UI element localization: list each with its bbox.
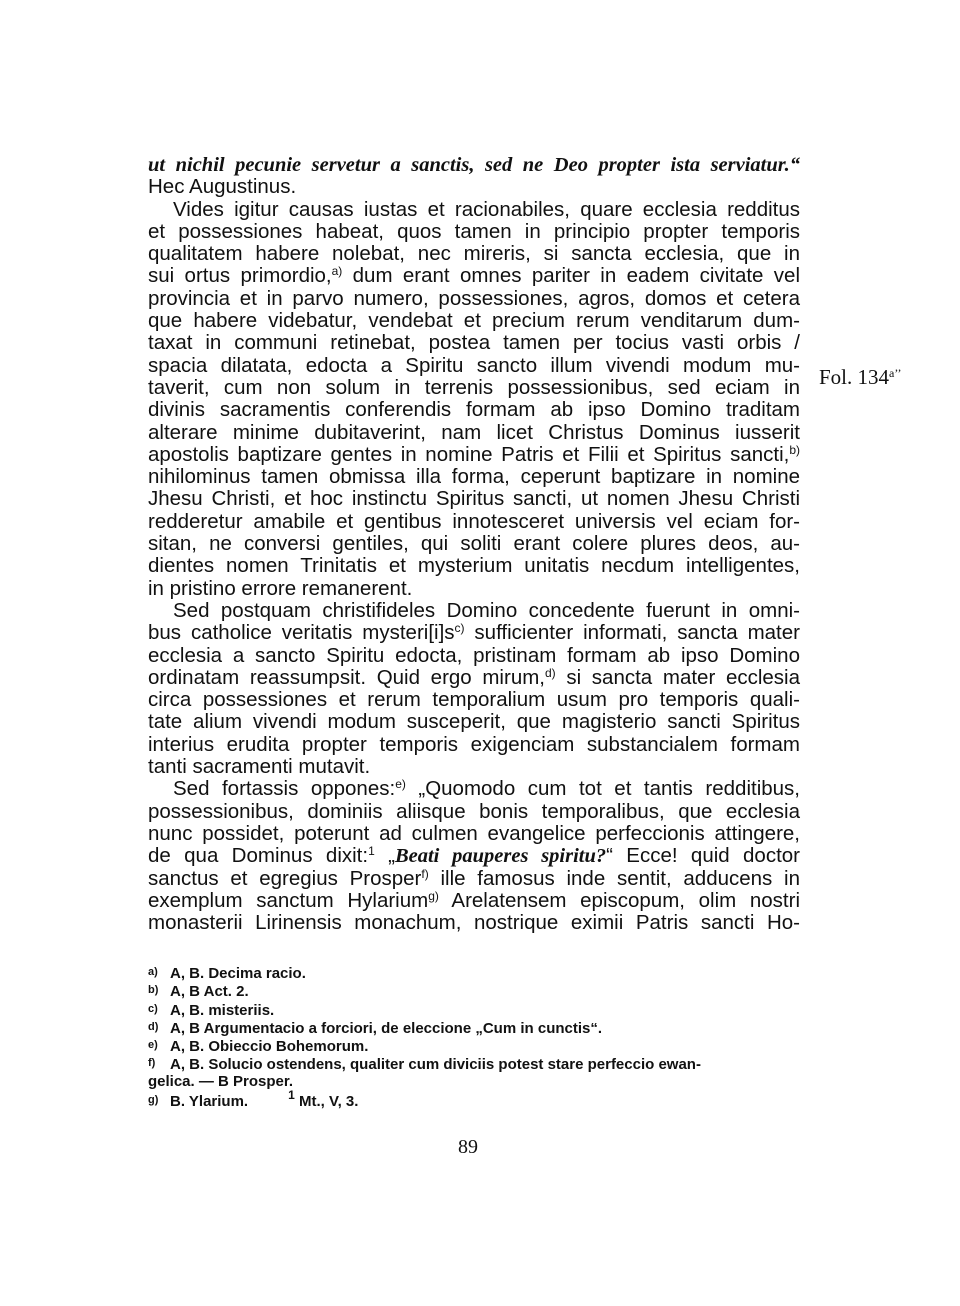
footnote-text: A, B. Decima racio. bbox=[170, 965, 306, 982]
footnote-ref: c) bbox=[454, 621, 465, 636]
text-line: Hec Augustinus. bbox=[148, 175, 297, 199]
footnote bbox=[148, 1054, 800, 1072]
text-line bbox=[148, 622, 800, 644]
footnote-mark: c) bbox=[148, 1002, 158, 1015]
text-line: nunc possidet, poterunt ad culmen evangelice perfeccionis attingere, bbox=[148, 821, 800, 845]
footnote-mark: g) bbox=[148, 1094, 159, 1107]
folio-mark: a’’ bbox=[889, 366, 902, 380]
text-line bbox=[148, 667, 800, 689]
footnote-mark: f) bbox=[148, 1057, 156, 1070]
text-span: sufficienter informati, sancta mater bbox=[464, 621, 800, 645]
text-line: que habere videbatur, vendebat et precium rerum venditarum dum- bbox=[148, 309, 800, 333]
text-line: alterare minime dubitaverint, nam licet Christus Dominus iusserit bbox=[148, 420, 800, 444]
footnote-text: B. Ylarium. bbox=[170, 1093, 249, 1111]
text-line: tate alium vivendi modum susceperit, que magisterio sancti Spiritus bbox=[148, 710, 800, 734]
text-line: interius erudita propter temporis exigenciam substancialem formam bbox=[148, 732, 800, 756]
footnote-mark: b) bbox=[148, 984, 159, 997]
text-span: apostolis baptizare gentes in nomine Patris et Filii et Spiritus sancti, bbox=[148, 442, 790, 466]
text-line: dientes nomen Trinitatis et mysterium unitatis necdum intelligentes, bbox=[148, 554, 800, 578]
footnotes bbox=[148, 963, 800, 1109]
text-line bbox=[148, 868, 800, 890]
footnote bbox=[148, 981, 800, 999]
footnote-text: Mt., V, 3. bbox=[298, 1093, 359, 1111]
text-line bbox=[148, 845, 800, 867]
text-line: Jhesu Christi, et hoc instinctu Spiritus sancti, ut nomen Jhesu Christi bbox=[148, 487, 800, 511]
footnote-text: A, B Act. 2. bbox=[170, 983, 249, 1001]
text-line: Vides igitur causas iustas et racionabiles, quare ecclesia redditus bbox=[173, 197, 800, 221]
footnote bbox=[148, 963, 800, 981]
footnote-text: A, B. misteriis. bbox=[170, 1001, 275, 1019]
footnote-ref: g) bbox=[428, 888, 439, 903]
footnote-continuation bbox=[148, 1073, 800, 1091]
text-span: exemplum sanctum Hylarium bbox=[148, 888, 429, 912]
text-line bbox=[148, 778, 800, 800]
text-span: „Quomodo cum tot et tantis redditibus, bbox=[405, 777, 800, 801]
text-line: possessionibus, dominiis aliisque bonis temporalibus, que ecclesia bbox=[148, 799, 800, 823]
text-span: dum erant omnes pariter in eadem civitate vel bbox=[342, 264, 800, 288]
text-span: ille famosus inde sentit, adducens in bbox=[428, 866, 800, 890]
text-span: „ bbox=[374, 844, 395, 868]
text-span: sanctus et egregius Prosper bbox=[148, 866, 422, 890]
text-span: Sed fortassis oppones: bbox=[173, 777, 396, 801]
text-line: taxat in communi retinebat, postea tamen per tocius vasti orbis / bbox=[148, 331, 800, 355]
footnote-mark: d) bbox=[148, 1020, 159, 1033]
text-span: bus catholice veritatis mysteri[i]s bbox=[148, 621, 455, 645]
footnote-text: gelica. — B Prosper. bbox=[148, 1072, 294, 1090]
text-span: ordinatam reassumpsit. Quid ergo mirum, bbox=[148, 665, 545, 689]
text-line: divinis sacramentis conferendis formam ab ipso Domino traditam bbox=[148, 398, 800, 422]
page-number: 89 bbox=[458, 1136, 478, 1158]
text-line: ut nichil pecunie servetur a sanctis, sed ne Deo propter ista serviatur.“ bbox=[148, 154, 800, 176]
text-span: de qua Dominus dixit: bbox=[148, 844, 369, 868]
text-line: Sed postquam christifideles Domino concedente fuerunt in omni- bbox=[173, 598, 800, 622]
text-span: Arelatensem episcopum, olim nostri bbox=[438, 888, 800, 912]
footnote-ref: b) bbox=[789, 442, 800, 457]
text-line: tanti sacramenti mutavit. bbox=[148, 755, 371, 779]
footnote-mark: a) bbox=[148, 966, 158, 978]
footnote-ref: d) bbox=[545, 665, 556, 680]
footnote-mark: e) bbox=[148, 1039, 158, 1052]
text-line: in pristino errore remanerent. bbox=[148, 576, 413, 600]
text-line: nihilominus tamen obmissa illa forma, ceperunt baptizare in nomine bbox=[148, 465, 800, 489]
footnote-ref: a) bbox=[331, 264, 343, 279]
footnote bbox=[148, 1036, 800, 1054]
text-line: circa possessiones et rerum temporalium usum pro temporis quali- bbox=[148, 688, 800, 712]
footnote-mark: 1 bbox=[288, 1088, 295, 1103]
text-line: et possessiones habeat, quos tamen in principio propter temporis bbox=[148, 219, 800, 243]
text-line: taverit, cum non solum in terrenis possessionibus, sed eciam in bbox=[148, 375, 800, 399]
main-text bbox=[148, 154, 800, 934]
footnote bbox=[148, 1088, 800, 1111]
footnote-text: A, B Argumentacio a forciori, de eleccione „Cum in cunctis“. bbox=[170, 1019, 603, 1037]
folio-margin-note bbox=[819, 366, 901, 388]
footnote bbox=[148, 1000, 800, 1018]
footnote-ref: 1 bbox=[368, 844, 375, 859]
text-line: sitan, ne conversi gentiles, qui soliti erant colere plures deos, au- bbox=[148, 532, 800, 556]
folio-label: Fol. 134 bbox=[819, 365, 890, 389]
text-line bbox=[148, 890, 800, 912]
text-line bbox=[148, 444, 800, 466]
footnote-ref: f) bbox=[421, 866, 429, 881]
text-span: si sancta mater ecclesia bbox=[555, 665, 801, 689]
text-line: spacia dilatata, edocta a Spiritu sancto illum vivendi modum mu- bbox=[148, 353, 800, 377]
text-line: ecclesia a sancto Spiritu edocta, pristinam formam ab ipso Domino bbox=[148, 643, 800, 667]
text-line: provincia et in parvo numero, possessiones, agros, domos et cetera bbox=[148, 286, 800, 310]
text-line: qualitatem habere nolebat, nec mireris, si sancta ecclesia, que in bbox=[148, 242, 800, 266]
footnote-text: A, B. Obieccio Bohemorum. bbox=[170, 1038, 369, 1056]
italic-quote: Beati pauperes spiritu? bbox=[394, 845, 607, 868]
text-line: monasterii Lirinensis monachum, nostrique eximii Patris sancti Ho- bbox=[148, 911, 800, 935]
footnote bbox=[148, 1018, 800, 1036]
footnote-ref: e) bbox=[395, 777, 406, 792]
footnote-text: A, B. Solucio ostendens, qualiter cum diviciis potest stare perfeccio ewan- bbox=[170, 1056, 701, 1074]
text-span: sui ortus primordio, bbox=[148, 264, 332, 288]
text-line bbox=[148, 265, 800, 287]
text-line: redderetur amabile et gentibus innotesceret universis vel eciam for- bbox=[148, 509, 800, 533]
text-span: “ Ecce! quid doctor bbox=[606, 844, 800, 868]
